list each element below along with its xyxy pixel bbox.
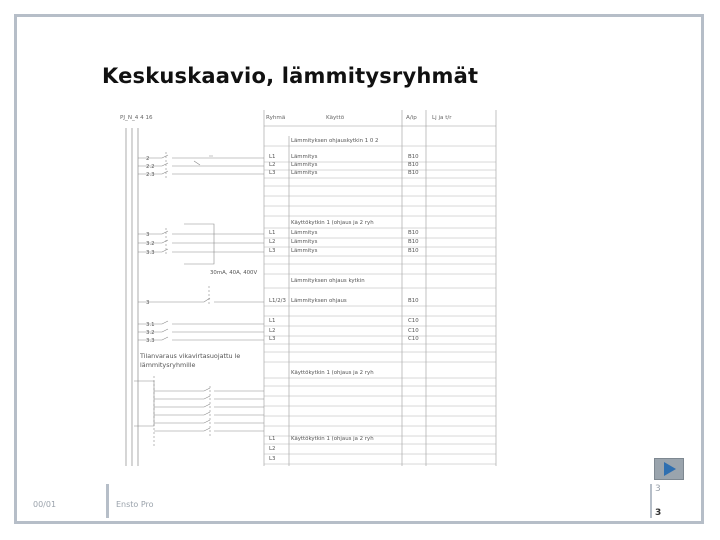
bus-bars (126, 128, 138, 466)
play-triangle-icon (655, 459, 683, 479)
footer-date: 00/01 (33, 500, 57, 509)
row-id: L3 (269, 336, 276, 342)
note-line-2: lämmitysryhmille (140, 361, 196, 369)
row-id: L2 (269, 446, 276, 452)
circuit-numbers (146, 156, 155, 344)
table-row-texts (269, 138, 419, 462)
row-fuse: B10 (408, 230, 419, 236)
header-a-ip: A/ip (406, 115, 417, 121)
circuit-number: 2.2 (146, 164, 155, 170)
row-id: L2 (269, 162, 276, 168)
circuit-schematic (114, 106, 506, 468)
page-number-top: 3 (655, 484, 661, 494)
row-text: Lämmitys (291, 248, 318, 254)
row-text: Lämmitys (291, 239, 318, 245)
footer-company: Ensto Pro (116, 500, 154, 509)
circuit-number: 2.3 (146, 172, 155, 178)
circuit-number: 3.3 (146, 338, 155, 344)
circuit-number: 3.1 (146, 322, 155, 328)
row-id: L3 (269, 248, 276, 254)
row-text: Käyttökytkin 1 (ohjaus ja 2 ryh (291, 220, 374, 226)
footer-divider (106, 484, 109, 518)
next-slide-button[interactable] (654, 458, 684, 480)
page-number-bottom: 3 (655, 508, 662, 518)
rcd-label: 30mA, 40A, 400V (210, 270, 258, 276)
row-id: L2 (269, 328, 276, 334)
circuit-number: 2 (146, 156, 150, 162)
electrical-diagram (114, 106, 506, 468)
circuit-number: 3.3 (146, 250, 155, 256)
row-fuse: B10 (408, 239, 419, 245)
note-line-1: Tilanvaraus vikavirtasuojattu le (140, 352, 241, 360)
table-rows (264, 146, 496, 464)
header-ryhma: Ryhmä (266, 115, 286, 121)
row-fuse: B10 (408, 162, 419, 168)
breaker-wiring (134, 152, 264, 446)
page-indicator (650, 484, 664, 520)
row-text: Lämmitys (291, 170, 318, 176)
row-text: Lämmityksen ohjaus kytkin (291, 278, 365, 284)
row-id: L1 (269, 230, 276, 236)
row-fuse: C10 (408, 336, 419, 342)
row-id: L1 (269, 318, 276, 324)
row-text: Käyttökytkin 1 (ohjaus ja 2 ryh (291, 370, 374, 376)
row-id: L2 (269, 239, 276, 245)
circuit-number: 3.2 (146, 330, 155, 336)
row-fuse: B10 (408, 170, 419, 176)
circuit-number: 3 (146, 300, 150, 306)
row-fuse: B10 (408, 248, 419, 254)
slide-title: Keskuskaavio, lämmitysryhmät (102, 64, 479, 88)
row-text: Lämmitys (291, 162, 318, 168)
header-kaytto: Käyttö (326, 115, 345, 121)
row-text: Lämmityksen ohjaus (291, 298, 347, 304)
row-text: Lämmitys (291, 154, 318, 160)
circuit-number: 3.2 (146, 241, 155, 247)
row-id: L1 (269, 154, 276, 160)
row-text: Lämmitys (291, 230, 318, 236)
circuit-number: 3 (146, 232, 150, 238)
row-id: L1 (269, 436, 276, 442)
page-indicator-bar (650, 484, 652, 518)
row-id: L1/2/3 (269, 298, 286, 304)
header-last: Lj ja t/r (432, 115, 452, 121)
diagram-header-left: PJ_N_4 4 16 (120, 115, 153, 121)
row-id: L3 (269, 170, 276, 176)
row-text: Lämmityksen ohjauskytkin 1 0 2 (291, 138, 379, 144)
row-fuse: B10 (408, 154, 419, 160)
row-fuse: B10 (408, 298, 419, 304)
row-text: Käyttökytkin 1 (ohjaus ja 2 ryh (291, 436, 374, 442)
row-id: L3 (269, 456, 276, 462)
row-fuse: C10 (408, 328, 419, 334)
row-fuse: C10 (408, 318, 419, 324)
